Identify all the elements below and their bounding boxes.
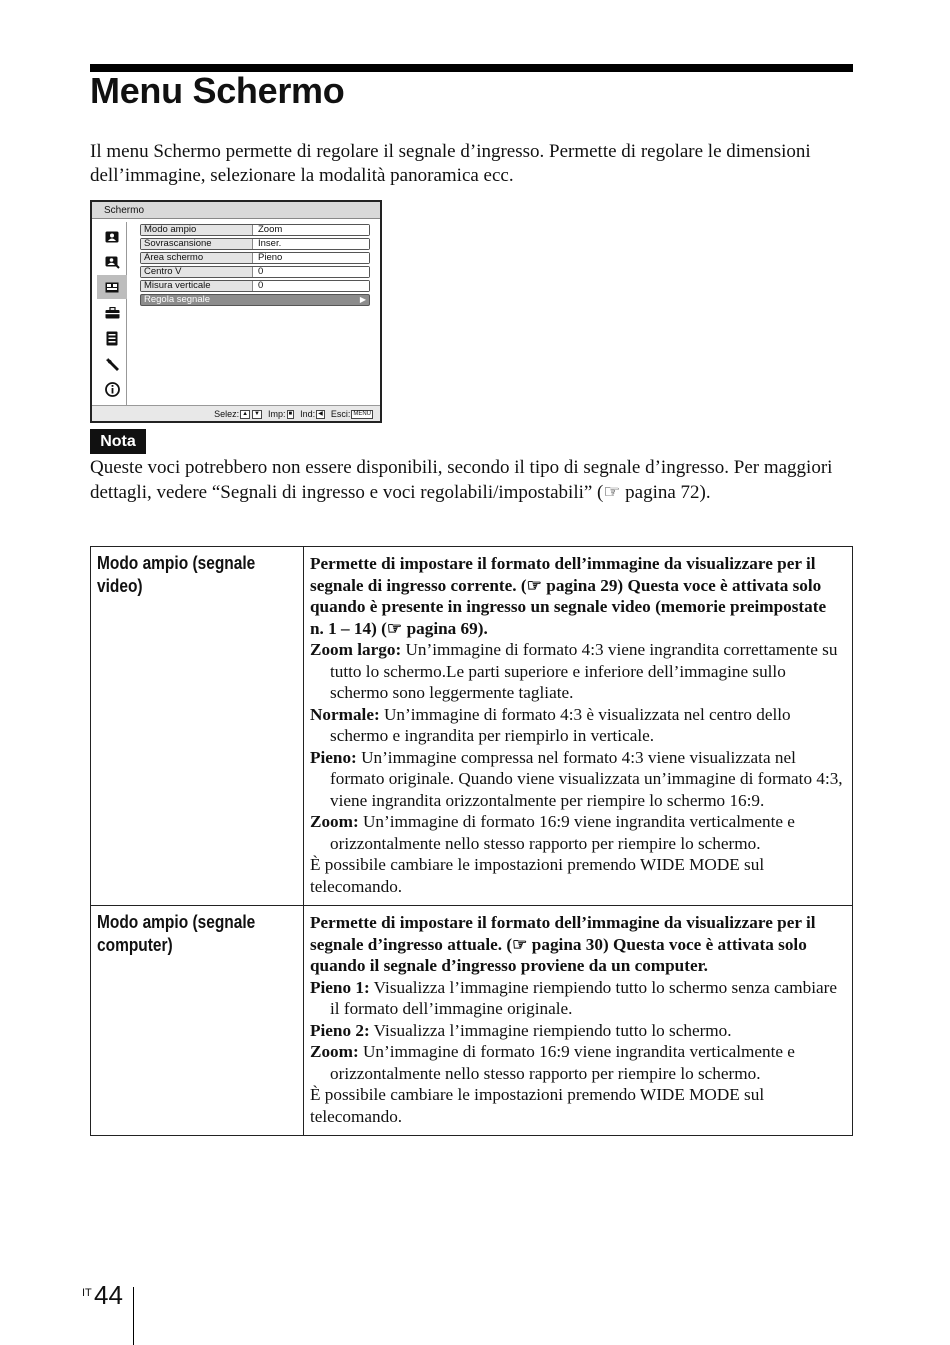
osd-row-value: Zoom	[253, 225, 369, 235]
setting-name: Modo ampio (segnale video)	[97, 553, 256, 596]
status-imp-label: Imp:	[268, 409, 286, 419]
option-term: Pieno 1:	[310, 977, 370, 997]
osd-menu-title: Schermo	[92, 202, 380, 219]
footer-language-code: IT	[82, 1287, 92, 1299]
down-arrow-key-icon: ▼	[254, 411, 260, 418]
page-title: Menu Schermo	[90, 70, 345, 111]
setting-name-cell	[91, 547, 304, 906]
option-term: Pieno 2:	[310, 1020, 370, 1040]
option-term: Zoom largo:	[310, 640, 402, 659]
table-row	[91, 547, 853, 906]
osd-row-label: Centro V	[141, 267, 253, 277]
osd-row-sovrascansione[interactable]	[140, 238, 370, 250]
option-desc: Un’immagine compressa nel formato 4:3 viene visualizzata nel formato originale. Quando viene visualizzata un’immagine di formato 4:3, viene ingrandita orizzontalmente per riempire lo schermo 16:9.	[330, 747, 843, 810]
status-selez-label: Selez:	[214, 409, 240, 419]
setting-intro: Permette di impostare il formato dell’immagine da visualizzare per il segnale di ingresso corrente. (☞ pagina 29) Questa voce è attivata solo quando è presente in ingresso un segnale video (memorie preimpostate n. 1 – 14) (☞ pagina 69).	[310, 554, 827, 638]
option-desc: Un’immagine di formato 16:9 viene ingrandita verticalmente e orizzontalmente nello stesso rapporto per riempire lo schermo.	[330, 1042, 795, 1083]
option-term: Zoom:	[310, 1042, 359, 1061]
setup-icon	[101, 304, 123, 322]
table-row	[91, 906, 853, 1136]
option-term: Normale:	[310, 704, 380, 724]
option-item	[310, 747, 844, 812]
setting-description-cell	[304, 547, 853, 906]
footer-rule	[133, 1287, 134, 1345]
setting-footer-note: È possibile cambiare le impostazioni premendo WIDE MODE sul telecomando.	[310, 1085, 765, 1126]
advanced-picture-icon	[101, 253, 123, 271]
screen-icon	[97, 275, 127, 299]
setting-name: Modo ampio (segnale computer)	[97, 912, 256, 955]
left-arrow-key-icon: ◀	[318, 411, 323, 418]
osd-row-misura-verticale[interactable]	[140, 280, 370, 292]
osd-row-label: Regola segnale	[144, 295, 211, 305]
installation-icon	[101, 355, 123, 373]
osd-row-label: Sovrascansione	[141, 239, 253, 249]
option-desc: Un’immagine di formato 4:3 viene ingrandita correttamente su tutto lo schermo.Le parti superiore e inferiore dell’immagine sullo schermo sono leggermente tagliate.	[330, 640, 838, 702]
osd-row-modo-ampio[interactable]	[140, 224, 370, 236]
option-desc: Un’immagine di formato 4:3 è visualizzata nel centro dello schermo e ingrandita per riempirlo in verticale.	[330, 704, 791, 745]
menu-setup-icon	[101, 329, 123, 347]
osd-row-label: Modo ampio	[141, 225, 253, 235]
option-desc: Un’immagine di formato 16:9 viene ingrandita verticalmente e orizzontalmente nello stesso rapporto per riempire lo schermo.	[330, 812, 795, 853]
note-text: Queste voci potrebbero non essere disponibili, secondo il tipo di segnale d’ingresso. Per maggiori dettagli, vedere “Segnali di ingresso e voci regolabili/impostabili” (☞ pagina 72).	[90, 457, 833, 503]
option-term: Zoom:	[310, 812, 359, 831]
osd-menu-screenshot	[90, 200, 382, 423]
option-item	[310, 811, 844, 854]
intro-paragraph: Il menu Schermo permette di regolare il segnale d’ingresso. Permette di regolare le dimensioni dell’immagine, selezionare la modalità panoramica ecc.	[90, 141, 811, 186]
osd-row-label: Area schermo	[141, 253, 253, 263]
osd-row-label: Misura verticale	[141, 281, 253, 291]
chevron-right-icon: ▶	[359, 295, 367, 304]
enter-key-icon: ■	[288, 411, 293, 418]
option-item	[310, 704, 844, 747]
option-term: Pieno:	[310, 747, 357, 767]
menu-key-icon: MENU	[353, 411, 371, 418]
osd-row-value: 0	[253, 267, 369, 277]
page-number: 44	[94, 1280, 123, 1310]
information-icon	[101, 380, 123, 398]
osd-row-regola-segnale[interactable]	[140, 294, 370, 306]
option-item	[310, 1020, 844, 1042]
status-esci-label: Esci:	[330, 409, 351, 419]
setting-name-cell	[91, 906, 304, 1136]
osd-row-value: Pieno	[253, 253, 369, 263]
option-item	[310, 1041, 844, 1084]
osd-sidebar	[96, 222, 127, 405]
setting-intro: Permette di impostare il formato dell’immagine da visualizzare per il segnale d’ingresso attuale. (☞ pagina 30) Questa voce è attivata solo quando il segnale d’ingresso proviene da un computer.	[310, 913, 816, 975]
osd-row-area-schermo[interactable]	[140, 252, 370, 264]
option-item	[310, 977, 844, 1020]
osd-row-centro-v[interactable]	[140, 266, 370, 278]
option-item	[310, 639, 844, 704]
setting-description-cell	[304, 906, 853, 1136]
setting-footer-note: È possibile cambiare le impostazioni premendo WIDE MODE sul telecomando.	[310, 855, 765, 896]
option-desc: Visualizza l’immagine riempiendo tutto lo schermo senza cambiare il formato dell’immagine originale.	[330, 977, 837, 1018]
up-arrow-key-icon: ▲	[242, 411, 249, 418]
osd-row-value: Inser.	[253, 239, 369, 249]
picture-icon	[101, 228, 123, 246]
osd-row-value: 0	[253, 281, 369, 291]
option-desc: Visualizza l’immagine riempiendo tutto lo schermo.	[369, 1020, 732, 1040]
note-badge: Nota	[90, 429, 146, 454]
settings-table	[90, 546, 853, 1136]
osd-status-bar	[92, 405, 380, 421]
status-ind-label: Ind:	[300, 409, 316, 419]
